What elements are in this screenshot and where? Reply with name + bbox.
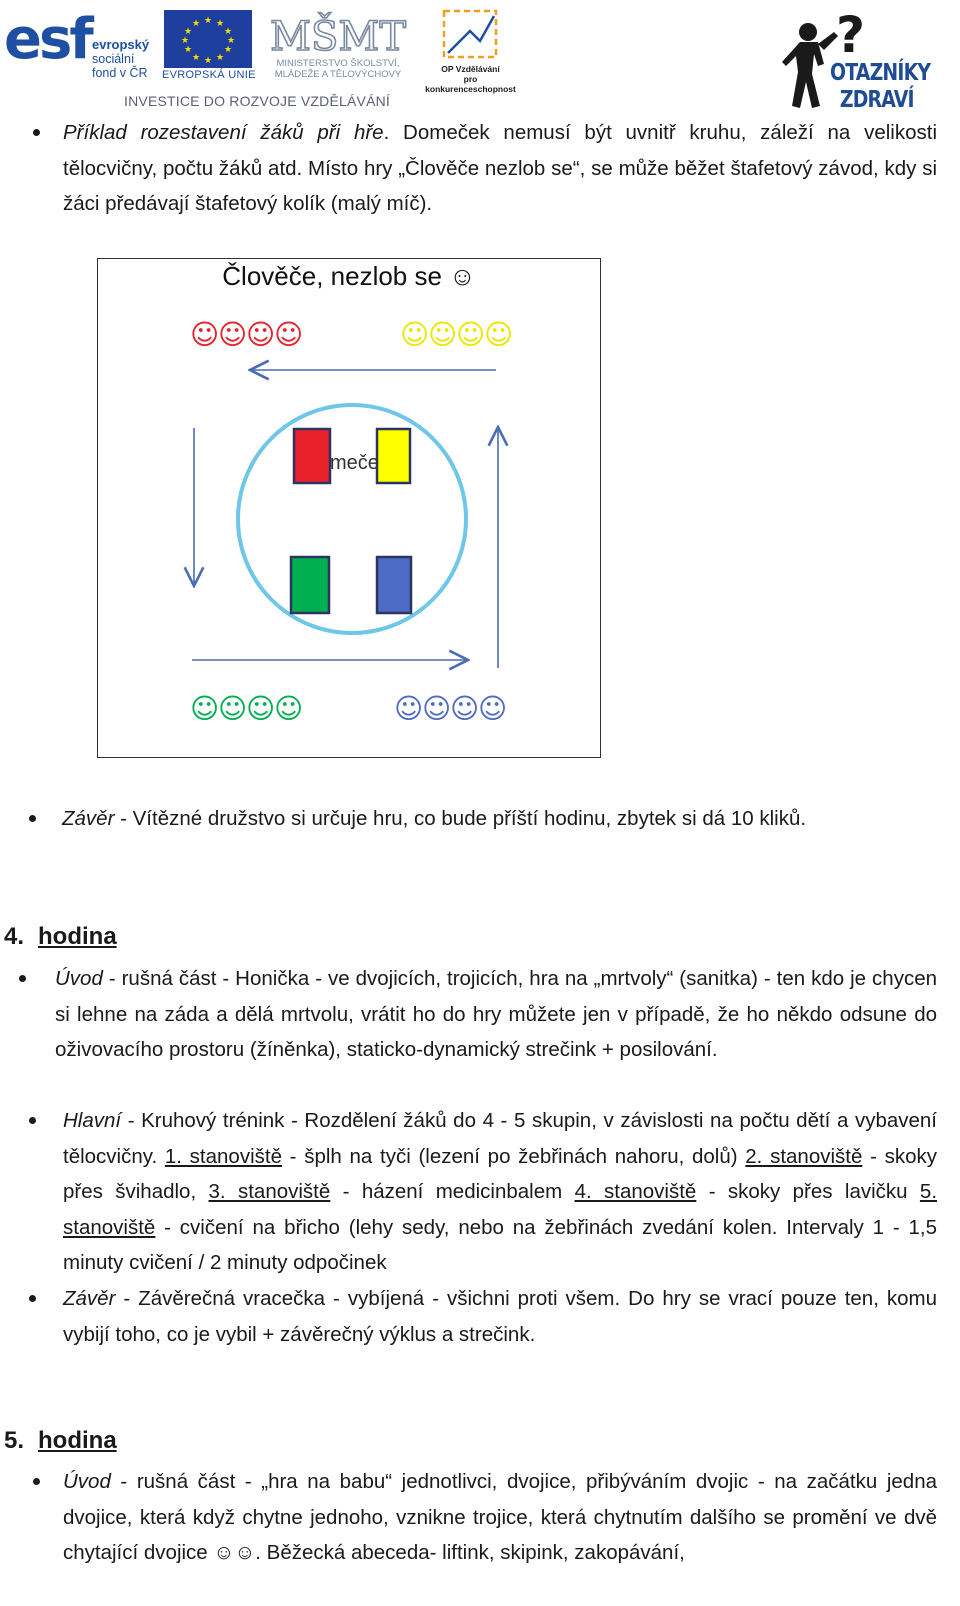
op-logo-text — [418, 64, 523, 94]
diagram-title: Člověče, nezlob se ☺ — [222, 261, 476, 291]
smiley-icon: ☺ — [450, 692, 480, 725]
smiley-icon: ☺ — [246, 318, 276, 351]
msmt-logo-mark: MŠMT — [270, 14, 406, 58]
svg-text:★: ★ — [226, 36, 236, 46]
lesson-4-hlavni-text: - Kruhový trénink - Rozdělení žáků do 4 - 5 skupin, v závislosti na počtu dětí a vybavení tělocvičny. — [63, 1109, 937, 1168]
game-diagram — [97, 258, 601, 758]
lesson-4-hlavni — [63, 1103, 937, 1281]
svg-text:★: ★ — [223, 45, 233, 55]
lesson-4-zaver-text: - Závěrečná vracečka - vybíjená - všichni proti všem. Do hry se vrací pouze ten, komu vybijí toho, co je vybil + závěrečný výklus a strečink. — [63, 1287, 937, 1346]
intro-text: . Domeček nemusí být uvnitř kruhu, záleží na velikosti tělocvičny, počtu žáků atd. Místo hry „Člověče nezlob se“, se může běžet štafetový závod, kdy si žáci předávají štafetový kolík (malý míč). — [63, 121, 937, 215]
oz-text-line-2: ZDRAVÍ — [839, 87, 914, 113]
smiley-icon: ☺ — [274, 318, 304, 351]
lesson-5-number: 5. — [4, 1427, 25, 1454]
esf-logo-mark: esf — [4, 7, 91, 72]
svg-text:★: ★ — [203, 16, 213, 26]
smiley-icon: ☺ — [422, 692, 452, 725]
svg-text:★: ★ — [191, 53, 201, 63]
smiley-icon: ☺ — [246, 692, 276, 725]
smiley-icon: ☺ — [484, 318, 514, 351]
lesson-5-uvod-label: Úvod — [63, 1470, 111, 1493]
otazniky-zdravi-text — [830, 60, 930, 114]
lesson-4-hlavni-label: Hlavní — [63, 1109, 122, 1132]
zaver-text: - Vítězné družstvo si určuje hru, co bude příští hodinu, zbytek si dá 10 kliků. — [114, 807, 807, 830]
home-yellow — [377, 429, 410, 483]
bullet-icon — [33, 129, 40, 136]
smiley-icon: ☺ — [218, 318, 248, 351]
station-1-text: - šplh na tyči (lezení po žebřinách nahoru, dolů) — [281, 1144, 746, 1168]
esf-text-line-1: evropský — [92, 37, 150, 52]
station-3-label: 3. stanoviště — [208, 1180, 331, 1203]
intro-label: Příklad rozestavení žáků při hře — [63, 121, 384, 144]
op-logo — [418, 6, 523, 94]
msmt-logo-text — [258, 58, 418, 80]
lesson-4-uvod-text: - rušná část - Honička - ve dvojicích, trojicích, hra na „mrtvoly“ (sanitka) - ten kdo je chycen si lehne na záda a dělá mrtvolu, vrátit ho do hry můžete jen v případě, že ho někdo odsune do oživovacího prostoru (žíněnka), staticko-dynamický strečink + posilování. — [55, 967, 937, 1061]
svg-text:?: ? — [836, 6, 866, 64]
home-label: meče — [330, 452, 379, 474]
svg-text:★: ★ — [215, 19, 225, 29]
esf-logo-text — [92, 38, 149, 80]
eu-label: EVROPSKÁ UNIE — [162, 69, 256, 81]
lesson-5-heading — [4, 1427, 117, 1455]
station-1-label: 1. stanoviště — [164, 1144, 282, 1168]
home-red — [294, 429, 330, 483]
smiley-icon: ☺ — [190, 318, 220, 351]
msmt-logo — [258, 6, 418, 86]
otazniky-zdravi-logo — [778, 2, 936, 116]
lesson-4-uvod-label: Úvod — [55, 967, 103, 990]
esf-text-line-3: fond v ČR — [92, 66, 148, 80]
oz-text-line-1: OTAZNÍKY — [830, 60, 931, 86]
bullet-icon — [29, 1295, 36, 1302]
svg-text:★: ★ — [191, 19, 201, 29]
bullet-icon — [29, 1117, 36, 1124]
smiley-icon: ☺ — [274, 692, 304, 725]
lesson-5-uvod — [63, 1464, 937, 1571]
bullet-icon — [33, 1478, 40, 1485]
zaver-paragraph — [62, 801, 942, 837]
smiley-icon: ☺ — [428, 318, 458, 351]
station-4-label: 4. stanoviště — [574, 1180, 697, 1203]
svg-text:★: ★ — [183, 45, 193, 55]
smiley-icon: ☺ — [456, 318, 486, 351]
zaver-label: Závěr — [62, 807, 115, 830]
bullet-icon — [29, 815, 36, 822]
station-2-label: 2. stanoviště — [745, 1144, 863, 1168]
lesson-4-heading — [4, 923, 117, 951]
page-header — [0, 0, 960, 116]
svg-text:★: ★ — [203, 56, 213, 66]
investice-label: INVESTICE DO ROZVOJE VZDĚLÁVÁNÍ — [124, 93, 391, 109]
op-text-line-2: pro konkurenceschopnost — [425, 74, 516, 94]
station-3-text: - házení medicinbalem — [330, 1180, 575, 1203]
smiley-icon: ☺ — [218, 692, 248, 725]
svg-text:★: ★ — [183, 27, 193, 37]
station-5-label: 5. stanoviště — [63, 1180, 938, 1239]
lesson-5-word: hodina — [38, 1427, 117, 1454]
station-4-text: - skoky přes lavičku — [696, 1180, 920, 1203]
bullet-icon — [19, 975, 26, 982]
smiley-icon: ☺ — [394, 692, 424, 725]
lesson-4-number: 4. — [4, 923, 25, 950]
intro-paragraph — [63, 115, 937, 222]
station-2-text: - skoky přes švihadlo, — [63, 1144, 937, 1203]
station-5-text: - cvičení na břicho (lehy sedy, nebo na žebřinách zvedání kolen. Intervaly 1 - 1,5 minuty cvičení / 2 minuty odpočinek — [63, 1215, 937, 1274]
lesson-4-zaver-label: Závěr — [63, 1287, 116, 1310]
lesson-5-uvod-text: - rušná část - „hra na babu“ jednotlivci, dvojice, přibýváním dvojic - na začátku jedna dvojice, která když chytne jednoho, vznikne trojice, která chytnutím dalšího se promění ve dvě chytající dvojice ☺☺. Běžecká abeceda- liftink, skipink, zakopávání, — [63, 1470, 937, 1564]
msmt-text-line-2: MLÁDEŽE A TĚLOVÝCHOVY — [274, 69, 402, 80]
smiley-icon: ☺ — [478, 692, 508, 725]
op-text-line-1: OP Vzdělávání — [441, 64, 500, 74]
lesson-4-uvod — [55, 961, 937, 1068]
smiley-icon: ☺ — [190, 692, 220, 725]
svg-text:★: ★ — [180, 36, 190, 46]
home-blue — [377, 557, 411, 613]
svg-text:★: ★ — [215, 53, 225, 63]
home-green — [291, 557, 329, 613]
svg-text:★: ★ — [223, 27, 233, 37]
msmt-text-line-1: MINISTERSTVO ŠKOLSTVÍ, — [276, 58, 400, 69]
esf-text-line-2: sociální — [92, 52, 135, 66]
home-circle — [238, 405, 466, 633]
esf-logo — [4, 8, 159, 84]
lesson-4-zaver — [63, 1281, 937, 1352]
eu-flag-icon — [164, 10, 252, 68]
smiley-icon: ☺ — [400, 318, 430, 351]
lesson-4-word: hodina — [38, 923, 117, 950]
